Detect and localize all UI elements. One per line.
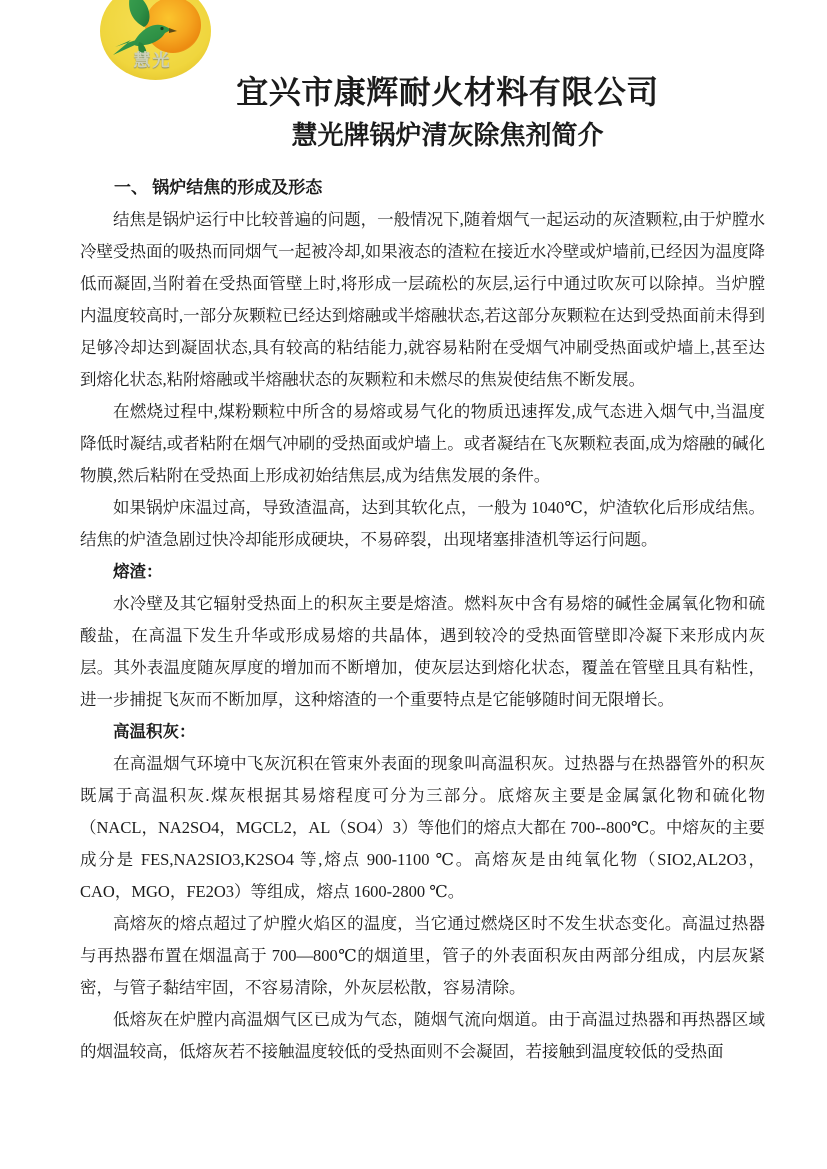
page-header bbox=[0, 0, 827, 153]
paragraph: 在高温烟气环境中飞灰沉积在管束外表面的现象叫高温积灰。过热器与在热器管外的积灰既属于高温积灰.煤灰根据其易熔程度可分为三部分。底熔灰主要是金属氯化物和硫化物（NACL，NA2SO4，MGCL2，AL（SO4）3）等他们的熔点大都在 700--800℃。中熔灰的主要成分是 FES,NA2SIO3,K2SO4 等,熔点 900-1100 ℃。高熔灰是由纯氧化物（SIO2,AL2O3，CAO，MGO，FE2O3）等组成，熔点 1600-2800 ℃。 bbox=[80, 754, 765, 901]
paragraph: 在燃烧过程中,煤粉颗粒中所含的易熔或易气化的物质迅速挥发,成气态进入烟气中,当温度降低时凝结,或者粘附在烟气冲刷的受热面或炉墙上。或者凝结在飞灰颗粒表面,成为熔融的碱化物膜,然后粘附在受热面上形成初始结焦层,成为结焦发展的条件。 bbox=[80, 402, 765, 485]
paragraph: 高熔灰的熔点超过了炉膛火焰区的温度，当它通过燃烧区时不发生状态变化。高温过热器与再热器布置在烟温高于 700—800℃的烟道里，管子的外表面积灰由两部分组成，内层灰紧密，与管子黏结牢固，不容易清除，外灰层松散，容易清除。 bbox=[80, 914, 765, 997]
subheading-high-temp-ash: 高温积灰： bbox=[113, 722, 196, 741]
dove-sun-logo-icon bbox=[99, 0, 212, 84]
paragraph: 低熔灰在炉膛内高温烟气区已成为气态，随烟气流向烟道。由于高温过热器和再热器区域的烟温较高，低熔灰若不接触温度较低的受热面则不会凝固，若接触到温度较低的受热面 bbox=[80, 1010, 765, 1061]
paragraph: 结焦是锅炉运行中比较普遍的问题，一般情况下,随着烟气一起运动的灰渣颗粒,由于炉膛水冷壁受热面的吸热而同烟气一起被冷却,如果液态的渣粒在接近水冷壁或炉墙前,已经因为温度降低而凝固,当附着在受热面管壁上时,将形成一层疏松的灰层,运行中通过吹灰可以除掉。当炉膛内温度较高时,一部分灰颗粒已经达到熔融或半熔融状态,若这部分灰颗粒在达到受热面前未得到足够冷却达到凝固状态,具有较高的粘结能力,就容易粘附在受烟气冲刷受热面或炉墙上,甚至达到熔化状态,粘附熔融或半熔融状态的灰颗粒和未燃尽的焦炭使结焦不断发展。 bbox=[80, 210, 765, 389]
paragraph: 如果锅炉床温过高，导致渣温高，达到其软化点，一般为 1040℃，炉渣软化后形成结焦。结焦的炉渣急剧过快冷却能形成硬块，不易碎裂，出现堵塞排渣机等运行问题。 bbox=[80, 498, 765, 549]
company-logo bbox=[99, 0, 212, 84]
logo-label: 慧光 bbox=[133, 51, 172, 70]
paragraph: 水冷壁及其它辐射受热面上的积灰主要是熔渣。燃料灰中含有易熔的碱性金属氧化物和硫酸盐，在高温下发生升华或形成易熔的共晶体，遇到较冷的受热面管壁即冷凝下来形成内灰层。其外表温度随灰厚度的增加而不断增加，使灰层达到熔化状态，覆盖在管壁且具有粘性，进一步捕捉飞灰而不断加厚，这种熔渣的一个重要特点是它能够随时间无限增长。 bbox=[80, 594, 765, 709]
document-title: 慧光牌锅炉清灰除焦剂简介 bbox=[291, 121, 604, 150]
section-heading: 一、 锅炉结焦的形成及形态 bbox=[114, 178, 323, 197]
company-title: 宜兴市康辉耐火材料有限公司 bbox=[236, 74, 659, 110]
title-block bbox=[0, 72, 827, 153]
document-body bbox=[80, 172, 765, 1068]
subheading-slag: 熔渣： bbox=[113, 562, 163, 581]
